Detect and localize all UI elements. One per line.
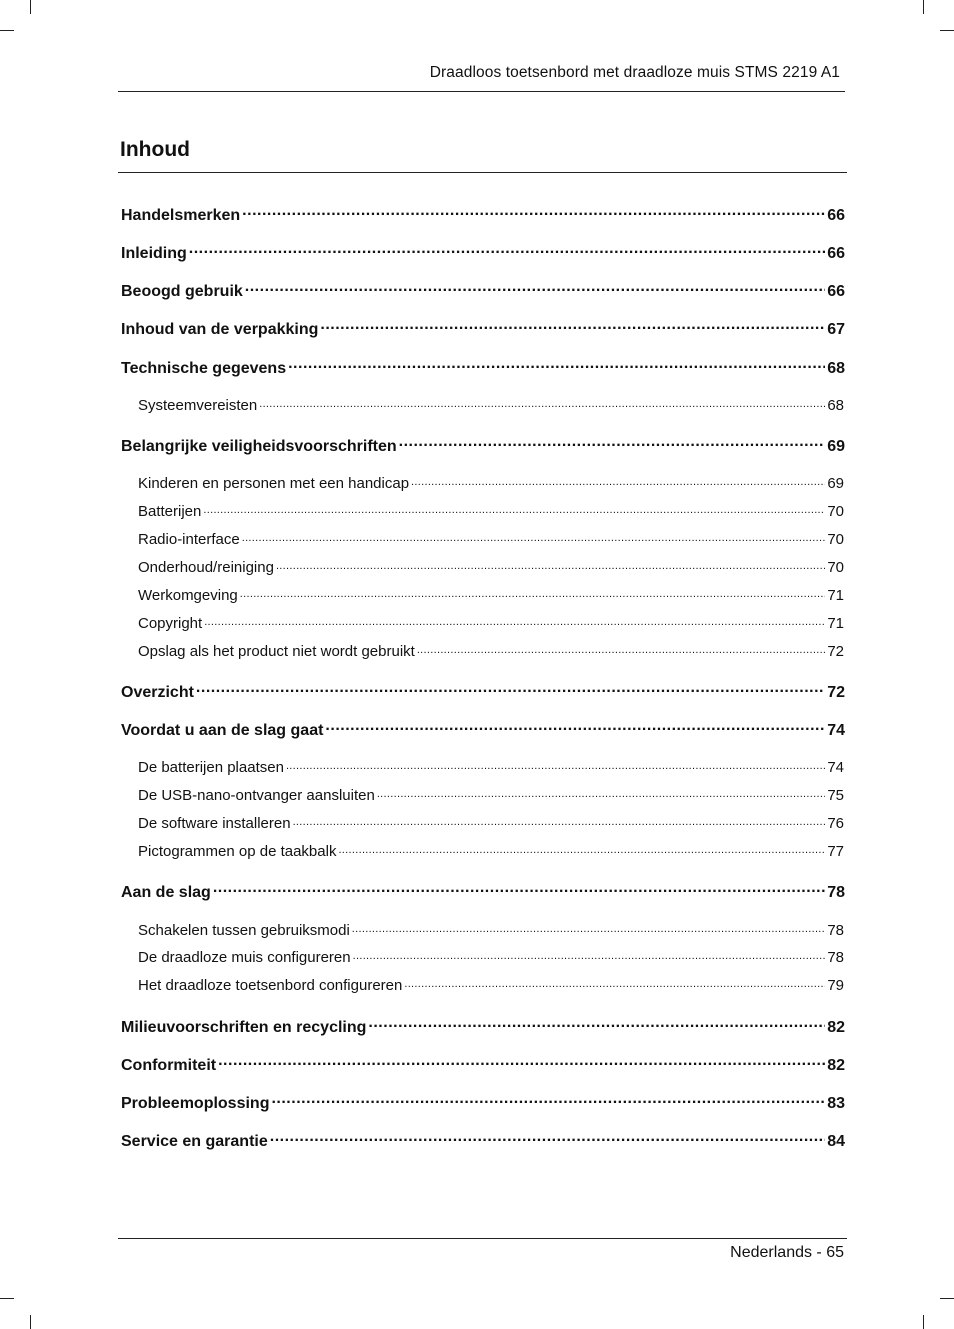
footer-rule	[118, 1238, 847, 1239]
toc-entry-page: 75	[827, 787, 844, 804]
toc-entry	[121, 1054, 845, 1075]
toc-subentry	[138, 585, 844, 604]
dot-leader	[404, 975, 825, 990]
page-title: Inhoud	[120, 138, 190, 161]
toc-subentry	[138, 757, 844, 776]
toc-entry-label: Schakelen tussen gebruiksmodi	[138, 922, 350, 939]
toc-entry-page: 67	[827, 321, 845, 338]
dot-leader	[352, 920, 826, 935]
toc-entry-page: 70	[827, 531, 844, 548]
toc-entry-page: 74	[827, 722, 845, 739]
toc-entry-label: Inleiding	[121, 245, 187, 262]
dot-leader	[368, 1016, 825, 1032]
toc-entry-page: 69	[827, 438, 845, 455]
dot-leader	[242, 204, 825, 220]
dot-leader	[271, 1092, 825, 1108]
toc-entry-page: 74	[827, 759, 844, 776]
dot-leader	[325, 719, 825, 735]
toc-subentry	[138, 813, 844, 832]
dot-leader	[242, 529, 826, 544]
toc-entry	[121, 681, 845, 702]
toc-entry-page: 77	[827, 843, 844, 860]
toc-entry-page: 78	[827, 884, 845, 901]
toc-entry-label: Kinderen en personen met een handicap	[138, 475, 410, 492]
toc-entry-label: Pictogrammen op de taakbalk	[138, 843, 337, 860]
toc-subentry	[138, 395, 844, 414]
toc-entry	[121, 1092, 845, 1113]
toc-entry	[121, 318, 845, 339]
toc-entry-page: 78	[827, 922, 844, 939]
toc-entry-label: Aan de slag	[121, 884, 211, 901]
toc-entry	[121, 1016, 845, 1037]
toc-entry-label: Beoogd gebruik	[121, 283, 243, 300]
toc-subentry	[138, 975, 844, 994]
toc-entry-page: 76	[827, 815, 844, 832]
toc-entry-label: Systeemvereisten	[138, 397, 258, 414]
toc-subentry	[138, 841, 844, 860]
toc-entry-label: Copyright	[138, 615, 203, 632]
toc-subentry	[138, 641, 844, 660]
toc-entry-label: Opslag als het product niet wordt gebruikt	[138, 643, 415, 660]
toc-subentry	[138, 785, 844, 804]
toc-entry-label: Conformiteit	[121, 1057, 217, 1074]
toc-entry-page: 66	[827, 207, 845, 224]
toc-entry-page: 71	[827, 615, 844, 632]
dot-leader	[411, 473, 825, 488]
toc-entry-page: 82	[827, 1057, 845, 1074]
toc-entry-label: De batterijen plaatsen	[138, 759, 284, 776]
toc-entry-page: 72	[827, 643, 844, 660]
toc-entry	[121, 204, 845, 225]
toc-entry-page: 66	[827, 245, 845, 262]
toc-entry-page: 79	[827, 977, 844, 994]
toc-entry-page: 69	[827, 475, 844, 492]
toc-subentry	[138, 529, 844, 548]
toc-entry-label: Handelsmerken	[121, 207, 241, 224]
toc-subentry	[138, 501, 844, 520]
toc-entry-page: 84	[827, 1133, 845, 1150]
dot-leader	[259, 395, 825, 410]
dot-leader	[270, 1130, 825, 1146]
dot-leader	[320, 318, 825, 334]
toc-subentry	[138, 557, 844, 576]
dot-leader	[196, 681, 825, 697]
page-footer: Nederlands - 65	[730, 1244, 844, 1261]
dot-leader	[218, 1054, 825, 1070]
toc-entry	[121, 357, 845, 378]
toc-entry-page: 83	[827, 1095, 845, 1112]
toc-subentry	[138, 613, 844, 632]
dot-leader	[240, 585, 826, 600]
toc-entry-label: Overzicht	[121, 684, 194, 701]
toc-entry-label: Voordat u aan de slag gaat	[121, 722, 324, 739]
dot-leader	[189, 242, 825, 258]
toc-entry-page: 70	[827, 559, 844, 576]
toc-subentry	[138, 473, 844, 492]
toc-entry-page: 68	[827, 360, 845, 377]
toc-entry-label: Werkomgeving	[138, 587, 238, 604]
toc-entry-label: Onderhoud/reiniging	[138, 559, 274, 576]
toc-entry-page: 68	[827, 397, 844, 414]
toc-entry	[121, 1130, 845, 1151]
toc-entry	[121, 242, 845, 263]
toc-entry-page: 66	[827, 283, 845, 300]
toc-entry	[121, 881, 845, 902]
toc-entry-label: Batterijen	[138, 503, 202, 520]
dot-leader	[288, 357, 825, 373]
toc-entry	[121, 280, 845, 301]
toc-entry-label: Milieuvoorschriften en recycling	[121, 1019, 367, 1036]
dot-leader	[417, 641, 825, 656]
toc-entry-label: Belangrijke veiligheidsvoorschriften	[121, 438, 397, 455]
dot-leader	[203, 501, 825, 516]
toc-entry	[121, 719, 845, 740]
dot-leader	[245, 280, 825, 296]
toc-entry	[121, 435, 845, 456]
toc-entry-label: Het draadloze toetsenbord configureren	[138, 977, 403, 994]
toc-subentry	[138, 920, 844, 939]
toc-entry-label: Technische gegevens	[121, 360, 287, 377]
toc-entry-label: De software installeren	[138, 815, 291, 832]
toc-entry-label: Inhoud van de verpakking	[121, 321, 319, 338]
toc-entry-label: Service en garantie	[121, 1133, 268, 1150]
dot-leader	[338, 841, 825, 856]
toc-entry-page: 72	[827, 684, 845, 701]
dot-leader	[399, 435, 826, 451]
toc-entry-page: 82	[827, 1019, 845, 1036]
dot-leader	[276, 557, 825, 572]
toc-entry-page: 71	[827, 587, 844, 604]
dot-leader	[353, 947, 826, 962]
dot-leader	[377, 785, 825, 800]
running-header: Draadloos toetsenbord met draadloze muis STMS 2219 A1	[429, 64, 840, 81]
toc-entry-label: Probleemoplossing	[121, 1095, 270, 1112]
toc-entry-label: Radio-interface	[138, 531, 240, 548]
dot-leader	[293, 813, 826, 828]
toc-entry-label: De USB-nano-ontvanger aansluiten	[138, 787, 375, 804]
dot-leader	[213, 881, 825, 897]
toc-entry-page: 70	[827, 503, 844, 520]
toc-entry-label: De draadloze muis configureren	[138, 949, 351, 966]
dot-leader	[286, 757, 825, 772]
toc-entry-page: 78	[827, 949, 844, 966]
dot-leader	[204, 613, 825, 628]
toc-subentry	[138, 947, 844, 966]
